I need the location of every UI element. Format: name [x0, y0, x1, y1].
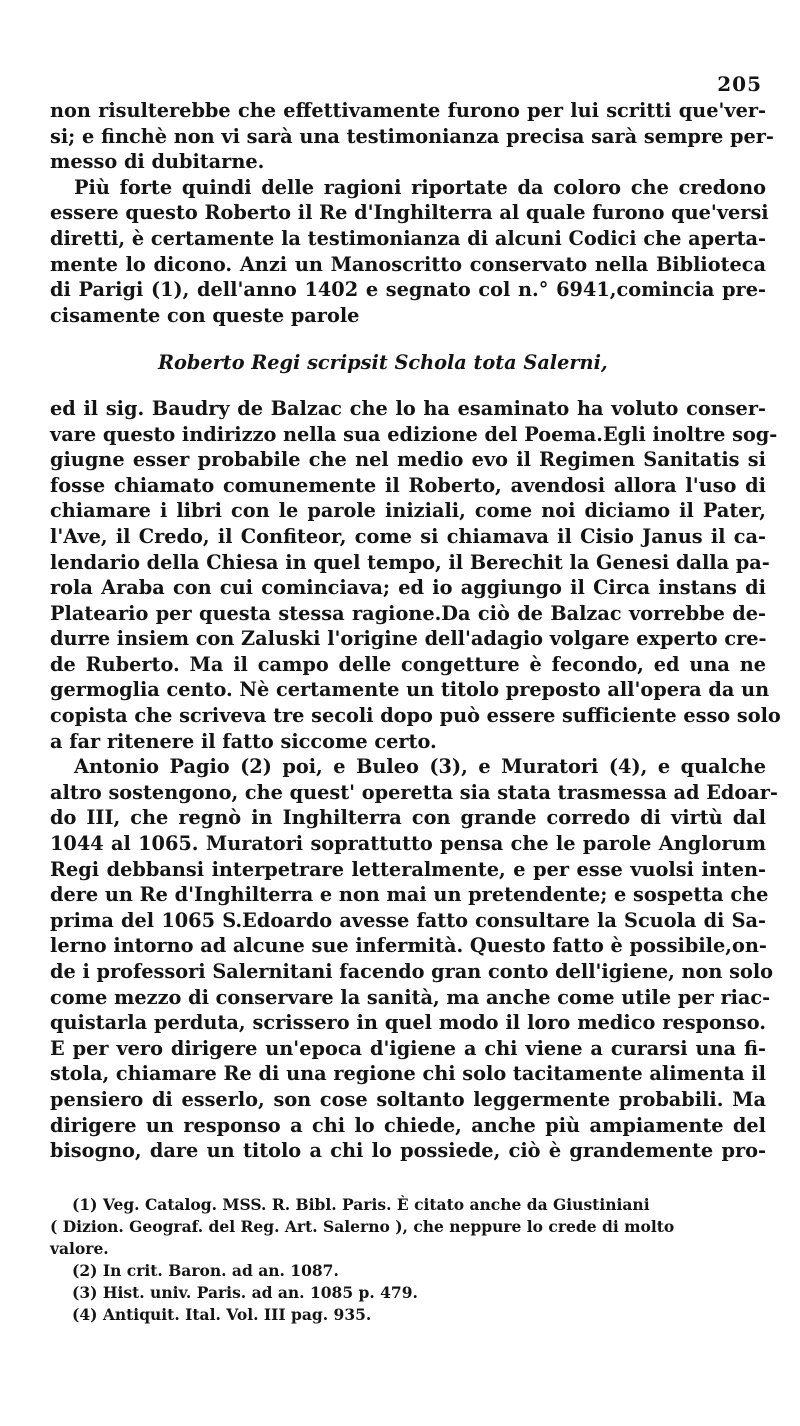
- paragraph-3: [50, 396, 781, 754]
- text-line: quistarla perduta, scrissero in quel modo il loro medico responso.: [50, 1011, 766, 1035]
- paragraph-1: [50, 98, 774, 175]
- main-text: [50, 98, 781, 1164]
- footnote-2: (2) In crit. Baron. ad an. 1087.: [72, 1260, 339, 1280]
- text-line: lendario della Chiesa in quel tempo, il Berechit la Genesi dalla pa-: [50, 550, 770, 574]
- footnote-4: (4) Antiquit. Ital. Vol. III pag. 935.: [72, 1304, 372, 1324]
- text-line: Antonio Pagio (2) poi, e Buleo (3), e Muratori (4), e qualche: [74, 755, 766, 779]
- text-line: 1044 al 1065. Muratori soprattutto pensa che le parole Anglorum: [50, 832, 766, 856]
- text-line: germoglia cento. Nè certamente un titolo preposto all'opera da un: [50, 678, 770, 702]
- text-line: prima del 1065 S.Edoardo avesse fatto consultare la Scuola di Sa-: [50, 908, 766, 932]
- text-line: di Parigi (1), dell'anno 1402 e segnato col n.° 6941,comincia pre-: [50, 278, 766, 302]
- text-line: cisamente con queste parole: [50, 303, 360, 327]
- text-line: messo di dubitarne.: [50, 150, 265, 174]
- text-line: l'Ave, il Credo, il Confiteor, come si chiamava il Cisio Janus il ca-: [50, 524, 766, 548]
- text-line: pensiero di esserlo, son cose soltanto leggermente probabili. Ma: [50, 1087, 766, 1111]
- text-line: altro sostengono, che quest' operetta sia stata trasmessa ad Edoar-: [50, 780, 778, 804]
- latin-quote: Roberto Regi scripsit Schola tota Salerni,: [158, 351, 608, 375]
- text-line: stola, chiamare Re di una regione chi solo tacitamente alimenta il: [50, 1062, 766, 1086]
- text-line: Più forte quindi delle ragioni riportate da coloro che credono: [74, 175, 766, 199]
- text-line: diretti, è certamente la testimonianza di alcuni Codici che aperta-: [50, 226, 766, 250]
- text-line: ed il sig. Baudry de Balzac che lo ha esaminato ha voluto conser-: [50, 396, 766, 420]
- text-line: de i professori Salernitani facendo gran conto dell'igiene, non solo: [50, 960, 774, 983]
- page-number: 205: [717, 72, 762, 96]
- text-line: durre insiem con Zaluski l'origine dell'adagio volgare experto cre-: [50, 627, 767, 651]
- text-line: Regi debbansi interpetrare letteralmente, e per esse vuolsi inten-: [50, 857, 766, 881]
- text-line: E per vero dirigere un'epoca d'igiene a chi viene a curarsi una fi-: [50, 1036, 766, 1060]
- text-line: come mezzo di conservare la sanità, ma anche come utile per riac-: [50, 985, 771, 1009]
- footnotes: [50, 1194, 766, 1326]
- footnote-1-cont: ( Dizion. Geograf. del Reg. Art. Salerno ), che neppure lo crede di molto: [50, 1216, 675, 1236]
- text-line: bisogno, dare un titolo a chi lo possiede, ciò è grandemente pro-: [50, 1139, 766, 1163]
- text-line: fosse chiamato comunemente il Roberto, avendosi allora l'uso di: [50, 473, 766, 497]
- text-line: mente lo dicono. Anzi un Manoscritto conservato nella Biblioteca: [50, 252, 766, 276]
- paragraph-4: [50, 754, 778, 1164]
- text-line: vare questo indirizzo nella sua edizione del Poema.Egli inoltre sog-: [50, 422, 778, 446]
- text-line: copista che scriveva tre secoli dopo può essere sufficiente esso solo: [50, 704, 781, 728]
- paragraph-2: [50, 175, 769, 329]
- text-line: non risulterebbe che effettivamente furono per lui scritti que'ver-: [50, 99, 766, 122]
- text-line: rola Araba con cui cominciava; ed io aggiungo il Circa instans di: [50, 576, 766, 600]
- text-line: giugne esser probabile che nel medio evo il Regimen Sanitatis si: [50, 448, 766, 472]
- text-line: dirigere un responso a chi lo chiede, anche più ampiamente del: [50, 1113, 766, 1137]
- text-line: de Ruberto. Ma il campo delle congetture è fecondo, ed una ne: [50, 652, 766, 676]
- text-line: a far ritenere il fatto siccome certo.: [50, 729, 437, 753]
- text-line: essere questo Roberto il Re d'Inghilterra al quale furono que'versi: [50, 201, 769, 225]
- text-line: Plateario per questa stessa ragione.Da ciò de Balzac vorrebbe de-: [50, 601, 766, 625]
- text-line: lerno intorno ad alcune sue infermità. Questo fatto è possibile,on-: [50, 934, 767, 958]
- footnote-3: (3) Hist. univ. Paris. ad an. 1085 p. 479.: [72, 1282, 418, 1302]
- text-line: chiamare i libri con le parole iniziali, come noi diciamo il Pater,: [50, 499, 766, 523]
- footnote-1-end: valore.: [50, 1238, 109, 1258]
- text-line: dere un Re d'Inghilterra e non mai un pretendente; e sospetta che: [50, 883, 769, 907]
- text-line: do III, che regnò in Inghilterra con grande corredo di virtù dal: [50, 806, 766, 830]
- text-line: si; e finchè non vi sarà una testimonianza precisa sarà sempre per-: [50, 124, 774, 148]
- footnote-1: (1) Veg. Catalog. MSS. R. Bibl. Paris. È citato anche da Giustiniani: [72, 1194, 650, 1214]
